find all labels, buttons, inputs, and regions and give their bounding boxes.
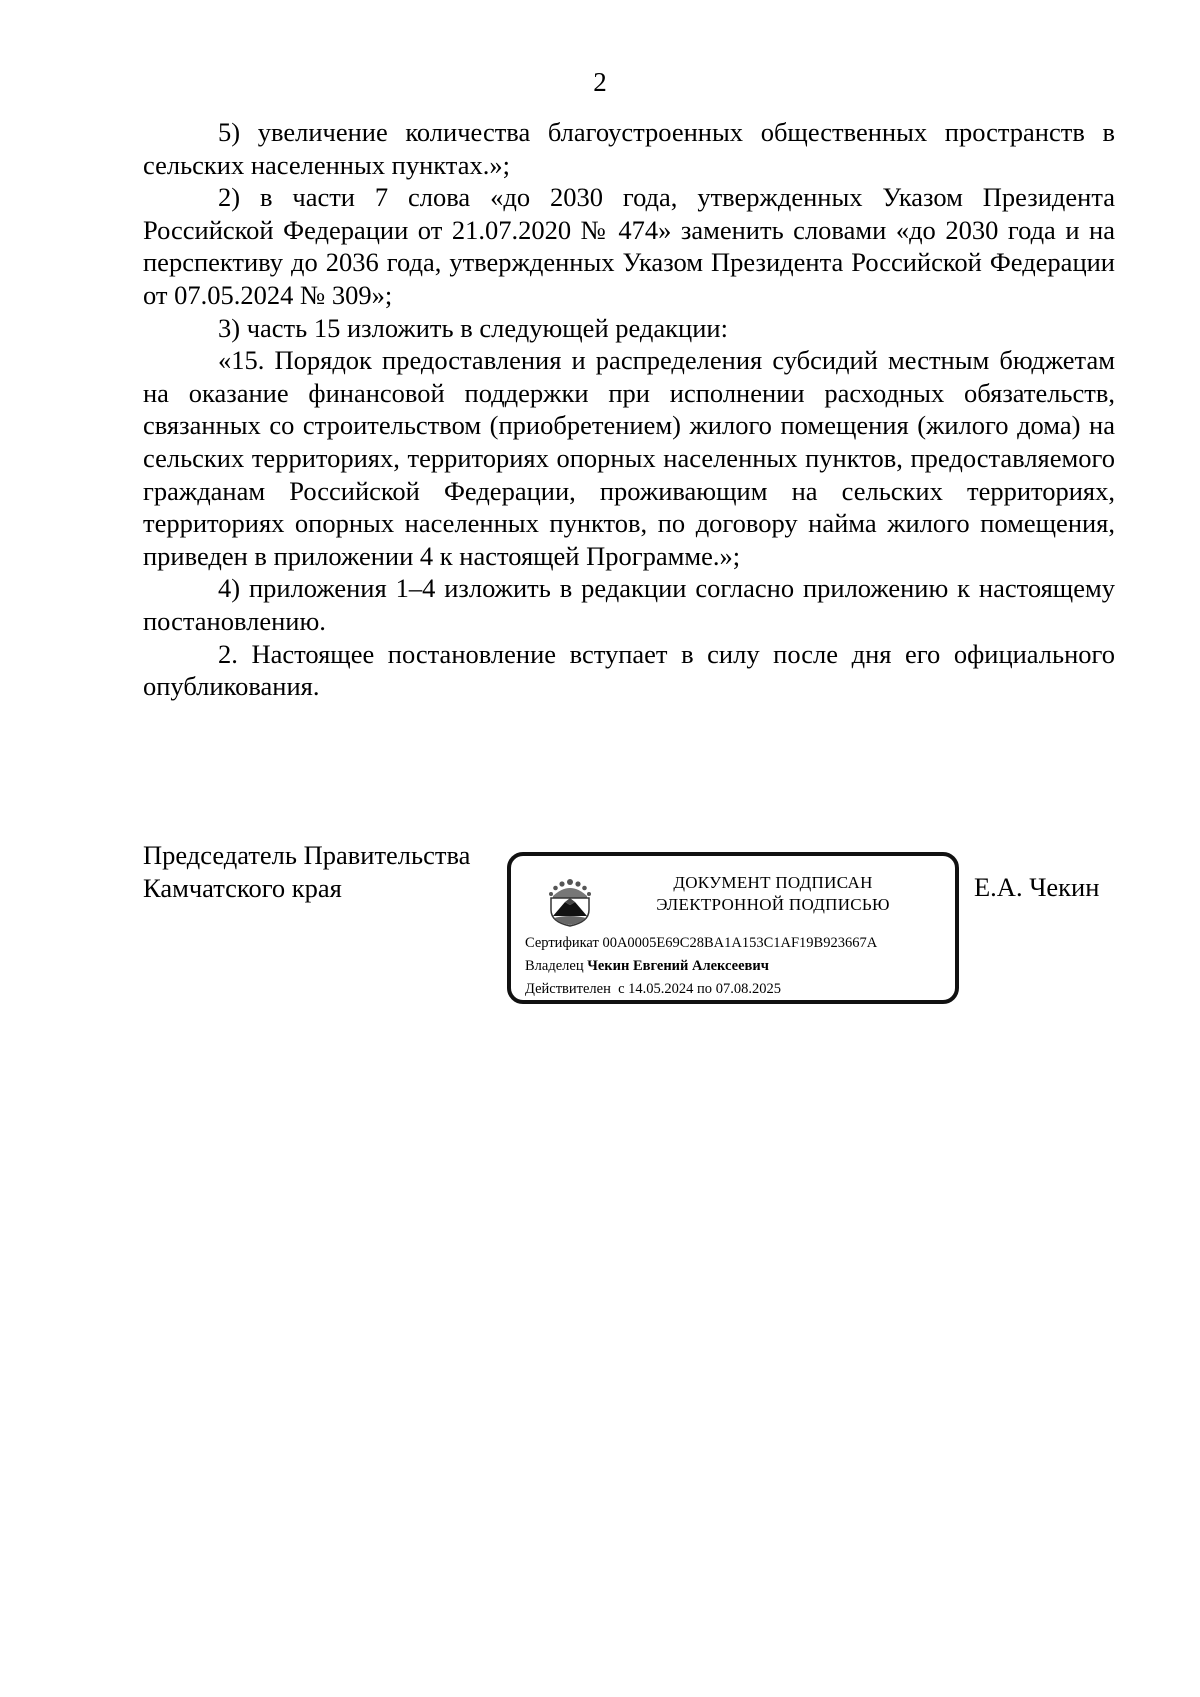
paragraph: 3) часть 15 изложить в следующей редакции: [218,312,728,343]
valid-to-date: 07.08.2025 [715,981,781,997]
paragraph: «15. Порядок предоставления и распределения субсидий местным бюджетам на оказание финансовой поддержки при исполнении расходных обязательств, связанных со строительством (приобретением) жилого помещения (жилого дома) на сельских территориях, территориях опорных населенных пунктов, предоставляемого гражданам Российской Федерации, проживающим на сельских территориях, территориях опорных населенных пунктов, по договору найма жилого помещения, приведен в приложении 4 к настоящей Программе.»; [143,345,1115,571]
kamchatka-coat-of-arms-icon [541,870,599,928]
signatory-position [143,839,470,904]
stamp-certificate [525,934,877,952]
stamp-validity [525,980,781,998]
certificate-value: 00A0005E69C28BA1A153C1AF19B923667A [602,935,878,951]
signatory-position-line1: Председатель Правительства [143,840,471,870]
document-body [143,116,1115,703]
valid-to-label: по [697,981,713,997]
stamp-owner [525,957,769,975]
certificate-label: Сертификат [525,935,599,951]
owner-value: Чекин Евгений Алексеевич [587,958,769,974]
paragraph: 4) приложения 1–4 изложить в редакции согласно приложению к настоящему постановлению. [143,573,1115,636]
signatory-position-line2: Камчатского края [143,872,342,903]
valid-from-date: 14.05.2024 [628,981,694,997]
valid-from-label: Действителен с [525,981,625,997]
stamp-title [623,872,923,916]
paragraph: 2) в части 7 слова «до 2030 года, утвержденных Указом Президента Российской Федерации от 21.07.2020 № 474» заменить словами «до 2030 года и на перспективу до 2036 года, утвержденных Указом Президента Российской Федерации от 07.05.2024 № 309»; [143,182,1115,310]
page-number: 2 [593,67,607,97]
stamp-title-line2: ЭЛЕКТРОННОЙ ПОДПИСЬЮ [656,895,890,914]
owner-label: Владелец [525,958,584,974]
stamp-title-line1: ДОКУМЕНТ ПОДПИСАН [673,873,873,892]
signatory-name: Е.А. Чекин [974,872,1100,902]
paragraph: 5) увеличение количества благоустроенных общественных пространств в сельских населенных пунктах.»; [143,117,1115,180]
electronic-signature-stamp [507,852,959,1004]
paragraph: 2. Настоящее постановление вступает в силу после дня его официального опубликования. [143,638,1115,702]
